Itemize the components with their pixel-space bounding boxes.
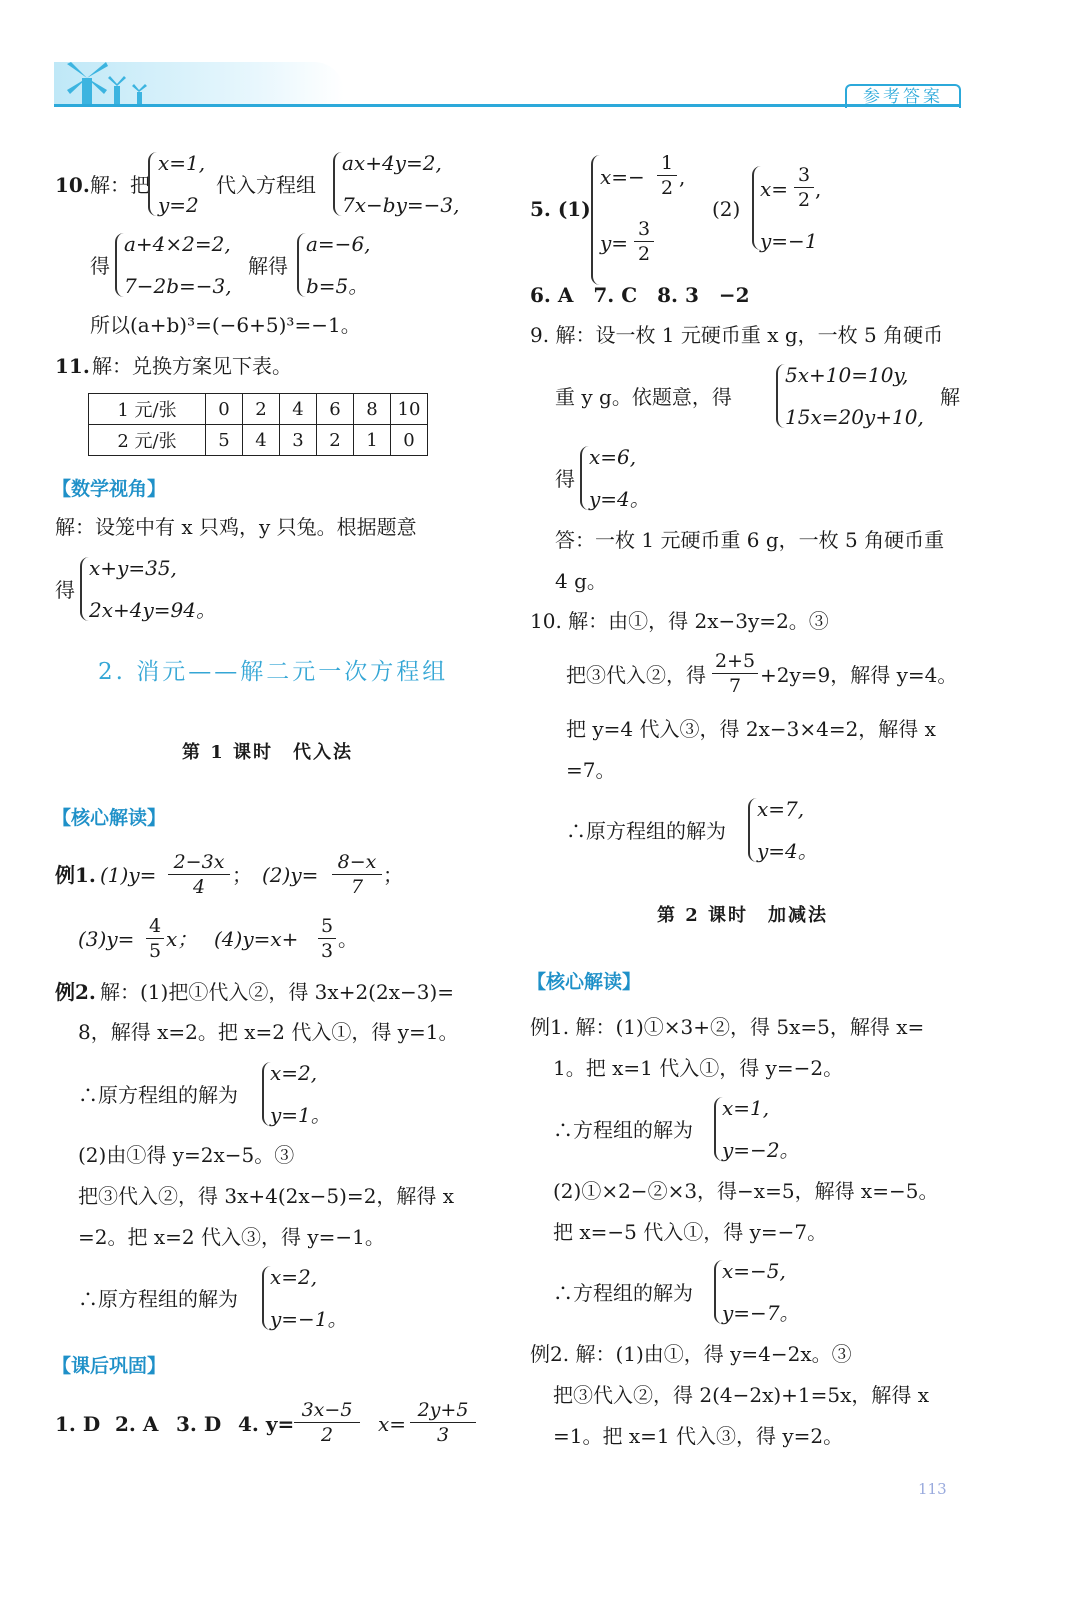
- numerator: 8−x: [337, 851, 377, 873]
- fraction: [634, 218, 654, 265]
- table-cell: 0: [391, 425, 428, 456]
- table-cell: 4: [243, 425, 280, 456]
- numerator: 2y+5: [417, 1399, 469, 1421]
- brace: [591, 155, 600, 285]
- denominator: 5: [148, 940, 162, 962]
- text: 解: [940, 385, 960, 409]
- brace: [148, 152, 157, 216]
- answers-label: 参考答案: [845, 84, 961, 108]
- eq: ax+4y=2,: [342, 151, 442, 175]
- denominator: 2: [637, 243, 651, 265]
- answer: 2. A: [115, 1412, 159, 1436]
- exchange-table: [88, 393, 428, 456]
- text: 解得: [248, 254, 288, 278]
- text: 重 y g。依题意，得: [555, 385, 732, 409]
- windmill-icon: [62, 60, 162, 108]
- text: x；: [166, 927, 198, 951]
- table-cell: 1 元/张: [89, 394, 206, 425]
- eq: x=1,: [722, 1096, 770, 1120]
- text: (2): [712, 197, 741, 221]
- section-tag: 【核心解读】: [527, 971, 642, 993]
- text: 得: [90, 254, 110, 278]
- answers: 6. A 7. C 8. 3 −2: [530, 283, 750, 307]
- example-label: 例2.: [55, 980, 96, 1004]
- denominator: 4: [192, 876, 206, 898]
- question-number: 10.: [55, 173, 90, 197]
- answer: 4. y=: [238, 1412, 295, 1436]
- eq: y=: [600, 231, 629, 255]
- section-tag: 【核心解读】: [52, 807, 167, 829]
- eq: y=−1: [760, 229, 818, 253]
- numerator: 3: [637, 218, 651, 240]
- denominator: 7: [728, 675, 742, 697]
- table-row: [89, 394, 428, 425]
- text: 得: [55, 578, 75, 602]
- lesson-title: 第 1 课时 代入法: [182, 742, 354, 763]
- text: ,: [815, 177, 822, 201]
- text: ,: [679, 165, 686, 189]
- numerator: 1: [660, 152, 674, 174]
- text: ∴方程组的解为: [553, 1118, 693, 1142]
- page-number: 113: [918, 1480, 947, 1498]
- text: x=: [378, 1412, 407, 1436]
- text: 9. 解：设一枚 1 元硬币重 x g，一枚 5 角硬币: [530, 323, 944, 347]
- fraction: [794, 164, 814, 211]
- text: ；: [383, 863, 403, 887]
- text: ；: [232, 863, 252, 887]
- eq: 7−2b=−3,: [124, 274, 232, 298]
- denominator: 3: [436, 1424, 450, 1446]
- fraction: [146, 915, 164, 962]
- text: =7。: [566, 758, 616, 782]
- table-cell: 1: [354, 425, 391, 456]
- chapter-title: 2. 消元——解二元一次方程组: [98, 659, 449, 685]
- numerator: 3x−5: [301, 1399, 353, 1421]
- text: 解：设笼中有 x 只鸡，y 只兔。根据题意: [55, 515, 417, 539]
- eq: y=−2。: [722, 1138, 800, 1162]
- text: 10. 解：由①，得 2x−3y=2。③: [530, 609, 829, 633]
- text: 把③代入②，得: [566, 663, 706, 687]
- text: 解：把: [90, 173, 150, 197]
- table-cell: 2: [317, 425, 354, 456]
- text: 把③代入②，得 2(4−2x)+1=5x，解得 x: [553, 1383, 930, 1407]
- text: (2)y=: [262, 863, 319, 887]
- fraction: [294, 1399, 360, 1446]
- denominator: 3: [320, 940, 334, 962]
- text: 解：(1)把①代入②，得 3x+2(2x−3)=: [100, 980, 455, 1004]
- eq: x=6,: [589, 445, 637, 469]
- table-cell: 8: [354, 394, 391, 425]
- table-row: [89, 425, 428, 456]
- text: (2)由①得 y=2x−5。③: [78, 1143, 295, 1167]
- text: 4 g。: [555, 569, 607, 593]
- eq: y=2: [158, 193, 199, 217]
- eq: 5x+10=10y,: [785, 363, 909, 387]
- example-label: 例1.: [55, 863, 96, 887]
- numerator: 5: [320, 915, 334, 937]
- fraction: [712, 650, 758, 697]
- text: (1)y=: [100, 863, 157, 887]
- table-cell: 2 元/张: [89, 425, 206, 456]
- brace: [776, 364, 785, 428]
- text: 把 y=4 代入③，得 2x−3×4=2，解得 x: [566, 717, 936, 741]
- eq: x=1,: [158, 151, 206, 175]
- eq: y=4。: [589, 487, 650, 511]
- eq: y=−1。: [270, 1307, 348, 1331]
- fraction: [318, 915, 336, 962]
- eq: 15x=20y+10,: [785, 405, 924, 429]
- brace: [748, 798, 757, 862]
- text: 得: [555, 467, 575, 491]
- text: ∴原方程组的解为: [78, 1083, 238, 1107]
- numerator: 4: [148, 915, 162, 937]
- denominator: 2: [797, 189, 811, 211]
- lesson-title: 第 2 课时 加减法: [657, 905, 829, 926]
- text: 。: [338, 927, 358, 951]
- answer: 3. D: [176, 1412, 222, 1436]
- eq: x=7,: [757, 797, 805, 821]
- numerator: 3: [797, 164, 811, 186]
- table-cell: 0: [206, 394, 243, 425]
- brace: [115, 233, 124, 297]
- fraction: [657, 152, 677, 199]
- numerator: 2+5: [714, 650, 756, 672]
- brace: [297, 233, 306, 297]
- eq: x=2,: [270, 1265, 318, 1289]
- fraction: [168, 851, 230, 898]
- text: ∴原方程组的解为: [566, 819, 726, 843]
- section-tag: 【数学视角】: [52, 478, 167, 500]
- question-number: 5. (1): [530, 197, 591, 221]
- text: ∴原方程组的解为: [78, 1287, 238, 1311]
- section-tag: 【课后巩固】: [52, 1355, 167, 1377]
- table-cell: 6: [317, 394, 354, 425]
- brace: [80, 557, 89, 621]
- fraction: [332, 851, 382, 898]
- text: 例1. 解：(1)①×3+②，得 5x=5，解得 x=: [530, 1015, 925, 1039]
- eq: x=: [760, 177, 789, 201]
- table-cell: 3: [280, 425, 317, 456]
- table-cell: 10: [391, 394, 428, 425]
- text: 8，解得 x=2。把 x=2 代入①，得 y=1。: [78, 1020, 459, 1044]
- eq: x=2,: [270, 1061, 318, 1085]
- text: =1。把 x=1 代入③，得 y=2。: [553, 1424, 844, 1448]
- text: =2。把 x=2 代入③，得 y=−1。: [78, 1225, 385, 1249]
- eq: y=4。: [757, 839, 818, 863]
- brace: [333, 152, 342, 216]
- eq: b=5。: [306, 274, 369, 298]
- table-cell: 5: [206, 425, 243, 456]
- brace: [580, 446, 589, 510]
- text: (2)①×2−②×3，得−x=5，解得 x=−5。: [553, 1179, 939, 1203]
- text: 例2. 解：(1)由①，得 y=4−2x。③: [530, 1342, 852, 1366]
- table-cell: 4: [280, 394, 317, 425]
- text: (3)y=: [78, 927, 135, 951]
- denominator: 2: [320, 1424, 334, 1446]
- text: ∴方程组的解为: [553, 1281, 693, 1305]
- eq: x+y=35,: [89, 556, 177, 580]
- text: 代入方程组: [216, 173, 316, 197]
- numerator: 2−3x: [173, 851, 225, 873]
- denominator: 7: [350, 876, 364, 898]
- eq: x=−5,: [722, 1259, 786, 1283]
- text: 把 x=−5 代入①，得 y=−7。: [553, 1220, 828, 1244]
- text: +2y=9，解得 y=4。: [760, 663, 958, 687]
- eq: a=−6,: [306, 232, 371, 256]
- eq: y=−7。: [722, 1301, 800, 1325]
- text: 把③代入②，得 3x+4(2x−5)=2，解得 x: [78, 1184, 455, 1208]
- eq: 7x−by=−3,: [342, 193, 460, 217]
- text: (4)y=x+: [214, 927, 299, 951]
- table-cell: 2: [243, 394, 280, 425]
- text: 解：兑换方案见下表。: [92, 354, 292, 378]
- text: 1。把 x=1 代入①，得 y=−2。: [553, 1056, 844, 1080]
- denominator: 2: [660, 177, 674, 199]
- answer: 1. D: [55, 1412, 101, 1436]
- eq: a+4×2=2,: [124, 232, 231, 256]
- fraction: [410, 1399, 476, 1446]
- header-rule: [54, 104, 960, 107]
- eq: x=−: [600, 165, 645, 189]
- eq: y=1。: [270, 1103, 331, 1127]
- text: 所以(a+b)³=(−6+5)³=−1。: [90, 313, 361, 337]
- question-number: 11.: [55, 354, 90, 378]
- text: 答：一枚 1 元硬币重 6 g，一枚 5 角硬币重: [555, 528, 945, 552]
- eq: 2x+4y=94。: [89, 598, 216, 622]
